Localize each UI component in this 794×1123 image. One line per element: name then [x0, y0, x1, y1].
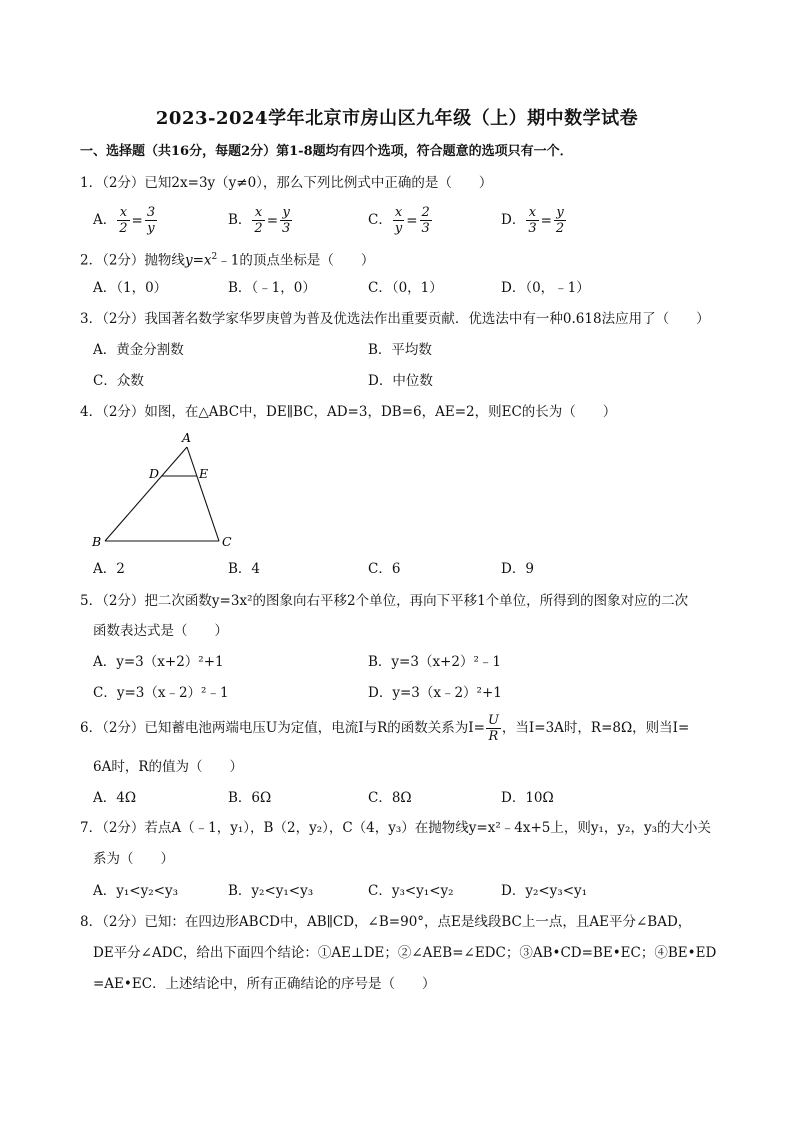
question-5-option-d: D．y=3（x﹣2）²+1 — [368, 685, 502, 701]
vertex-label-a: A — [182, 430, 192, 445]
vertex-label-d: D — [149, 466, 160, 481]
question-8-stem-line-3: =AE•EC．上述结论中，所有正确结论的序号是（ ） — [93, 976, 436, 992]
question-2-option-d: D．（0，﹣1） — [501, 280, 590, 296]
question-4-option-b: B．4 — [228, 561, 261, 577]
question-1-stem: 1．（2分）已知2x=3y（y≠0），那么下列比例式中正确的是（ ） — [80, 175, 493, 191]
question-6-stem-line-2: 6A时，R的值为（ ） — [93, 759, 244, 775]
question-5-option-a: A．y=3（x+2）²+1 — [93, 654, 224, 670]
question-2-option-a: A．（1，0） — [93, 280, 168, 296]
question-6-option-b: B．6Ω — [228, 790, 272, 806]
question-7-option-a: A．y₁<y₂<y₃ — [93, 883, 178, 899]
question-6-option-d: D．10Ω — [501, 790, 554, 806]
vertex-label-e: E — [199, 466, 209, 481]
vertex-label-c: C — [222, 534, 232, 549]
question-2-stem: 2．（2分）抛物线$y=x^2﹣1$的顶点坐标是（ ） — [80, 252, 375, 269]
question-3-option-a: A．黄金分割数 — [93, 342, 184, 358]
question-3-stem: 3．（2分）我国著名数学家华罗庚曾为普及优选法作出重要贡献．优选法中有一种0.618法应用了（ ） — [80, 311, 710, 327]
question-5-stem-line-1: 5．（2分）把二次函数y=3x²的图象向右平移2个单位，再向下平移1个单位，所得到的图象对应的二次 — [80, 593, 689, 609]
question-5-option-c: C．y=3（x﹣2）²﹣1 — [93, 685, 229, 701]
question-2-option-b: B．（﹣1，0） — [228, 280, 316, 296]
question-4-option-c: C．6 — [368, 561, 401, 577]
option-label: D． — [501, 212, 526, 228]
question-3-option-c: C．众数 — [93, 373, 144, 389]
question-1-option-a: A． $\frac{x}{2}$ = $\frac{3}{y}$ — [93, 205, 156, 236]
question-5-stem-line-2: 函数表达式是（ ） — [93, 623, 228, 639]
side-ac — [187, 447, 219, 541]
triangle-figure — [88, 428, 248, 556]
question-4-stem: 4．（2分）如图，在△ABC中，DE∥BC，AD=3，DB=6，AE=2，则EC的长为（ ） — [80, 404, 617, 420]
question-4-option-a: A．2 — [93, 561, 125, 577]
question-7-option-d: D．y₂<y₃<y₁ — [501, 883, 588, 899]
question-1-option-d: D． $\frac{x}{3}$ = $\frac{y}{2}$ — [501, 205, 565, 236]
option-label: C． — [368, 212, 392, 228]
question-6-option-a: A．4Ω — [93, 790, 137, 806]
question-3-option-b: B．平均数 — [368, 342, 432, 358]
page-title: 2023-2024学年北京市房山区九年级（上）期中数学试卷 — [155, 108, 639, 129]
question-8-stem-line-2: DE平分∠ADC，给出下面四个结论：①AE⊥DE；②∠AEB=∠EDC；③AB•CD=BE•EC；④BE•ED — [93, 945, 717, 961]
fraction-u-over-r: $\frac{U}{R}$ — [487, 713, 499, 744]
question-2-option-c: C．（0，1） — [368, 280, 443, 296]
question-4-option-d: D．9 — [501, 561, 534, 577]
question-7-option-c: C．y₃<y₁<y₂ — [368, 883, 454, 899]
question-3-option-d: D．中位数 — [368, 373, 433, 389]
question-7-stem-line-2: 系为（ ） — [93, 851, 174, 867]
question-6-stem-line-1: 6．（2分）已知蓄电池两端电压U为定值，电流I与R的函数关系为I= $\frac{U}{R}$ ，当I=3A时，R=8Ω，则当I= — [80, 713, 690, 744]
question-5-option-b: B．y=3（x+2）²﹣1 — [368, 654, 501, 670]
question-8-stem-line-1: 8．（2分）已知：在四边形ABCD中，AB∥CD，∠B=90°，点E是线段BC上一点，且AE平分∠BAD， — [80, 914, 692, 930]
vertex-label-b: B — [92, 534, 102, 549]
option-label: B． — [228, 212, 252, 228]
question-7-stem-line-1: 7．（2分）若点A（﹣1，y₁），B（2，y₂），C（4，y₃）在抛物线y=x²﹣4x+5上，则y₁，y₂，y₃的大小关 — [80, 820, 711, 836]
side-ab — [105, 447, 187, 541]
question-1-option-b: B． $\frac{x}{2}$ = $\frac{y}{3}$ — [228, 205, 291, 236]
question-7-option-b: B．y₂<y₁<y₃ — [228, 883, 314, 899]
question-1-option-c: C． $\frac{x}{y}$ = $\frac{2}{3}$ — [368, 205, 430, 236]
question-6-option-c: C．8Ω — [368, 790, 412, 806]
option-label: A． — [93, 212, 117, 228]
section-heading: 一、选择题（共16分，每题2分）第1-8题均有四个选项，符合题意的选项只有一个． — [80, 144, 573, 159]
